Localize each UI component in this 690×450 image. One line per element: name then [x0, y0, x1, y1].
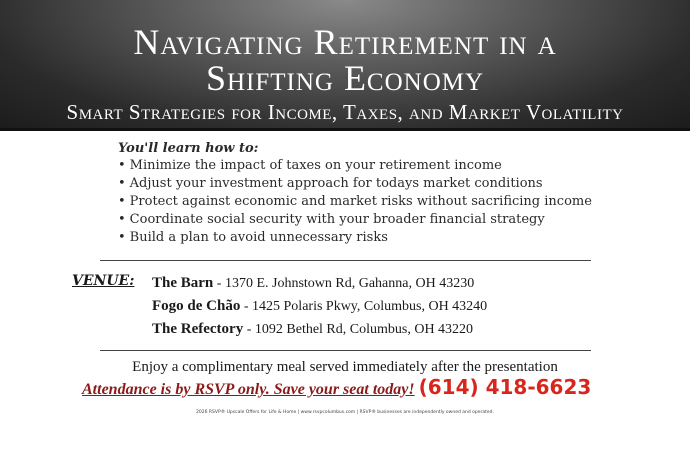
learn-list — [118, 157, 638, 247]
list-item — [118, 175, 638, 193]
list-item — [118, 193, 638, 211]
learn-heading: You'll learn how to: — [118, 141, 259, 156]
venue-row — [152, 272, 487, 295]
venue-name: The Barn — [152, 275, 214, 291]
bullet-glyph: • — [118, 212, 126, 227]
venue-address: 1370 E. Johnstown Rd, Gahanna, OH 43230 — [224, 276, 475, 291]
venue-address: 1425 Polaris Pkwy, Columbus, OH 43240 — [252, 299, 488, 314]
list-item-text: Adjust your investment approach for todays market conditions — [129, 176, 543, 191]
list-item-text: Coordinate social security with your broader financial strategy — [129, 212, 545, 227]
list-item-text: Protect against economic and market risks without sacrificing income — [129, 194, 592, 209]
rsvp-line — [82, 375, 591, 399]
venue-label: VENUE: — [72, 273, 135, 289]
list-item-text: Minimize the impact of taxes on your retirement income — [129, 158, 502, 173]
list-item-text: Build a plan to avoid unnecessary risks — [129, 230, 388, 245]
bullet-glyph: • — [118, 158, 126, 173]
venue-separator: - — [243, 322, 255, 337]
rsvp-text: Attendance is by RSVP only. Save your seat today! — [82, 381, 415, 398]
venue-separator: - — [213, 276, 225, 291]
divider-bottom — [100, 350, 591, 351]
venue-name: Fogo de Chão — [152, 298, 241, 314]
rsvp-phone-number[interactable]: (614) 418-6623 — [418, 375, 592, 399]
bullet-glyph: • — [118, 176, 126, 191]
bullet-glyph: • — [118, 194, 126, 209]
learn-section — [118, 141, 638, 247]
venue-row — [152, 318, 487, 341]
venue-list — [152, 272, 487, 341]
meal-note: Enjoy a complimentary meal served immediately after the presentation — [132, 359, 558, 375]
page-subtitle: Smart Strategies for Income, Taxes, and Market Volatility — [66, 100, 624, 124]
divider-top — [100, 260, 591, 261]
venue-address: 1092 Bethel Rd, Columbus, OH 43220 — [254, 322, 474, 337]
list-item — [118, 211, 638, 229]
fine-print: 2026 RSVP® Upscale Offers for Life & Home | www.rsvpcolumbus.com | RSVP® businesses are independently owned and operated. — [196, 410, 494, 415]
header-banner — [0, 0, 690, 131]
venue-separator: - — [240, 299, 253, 314]
title-line-1: Navigating Retirement in a — [133, 22, 557, 62]
bullet-glyph: • — [118, 230, 126, 245]
venue-row — [152, 295, 487, 318]
list-item — [118, 157, 638, 175]
venue-name: The Refectory — [152, 321, 244, 337]
page-title — [0, 0, 690, 96]
title-line-2: Shifting Economy — [205, 58, 485, 98]
list-item — [118, 229, 638, 247]
